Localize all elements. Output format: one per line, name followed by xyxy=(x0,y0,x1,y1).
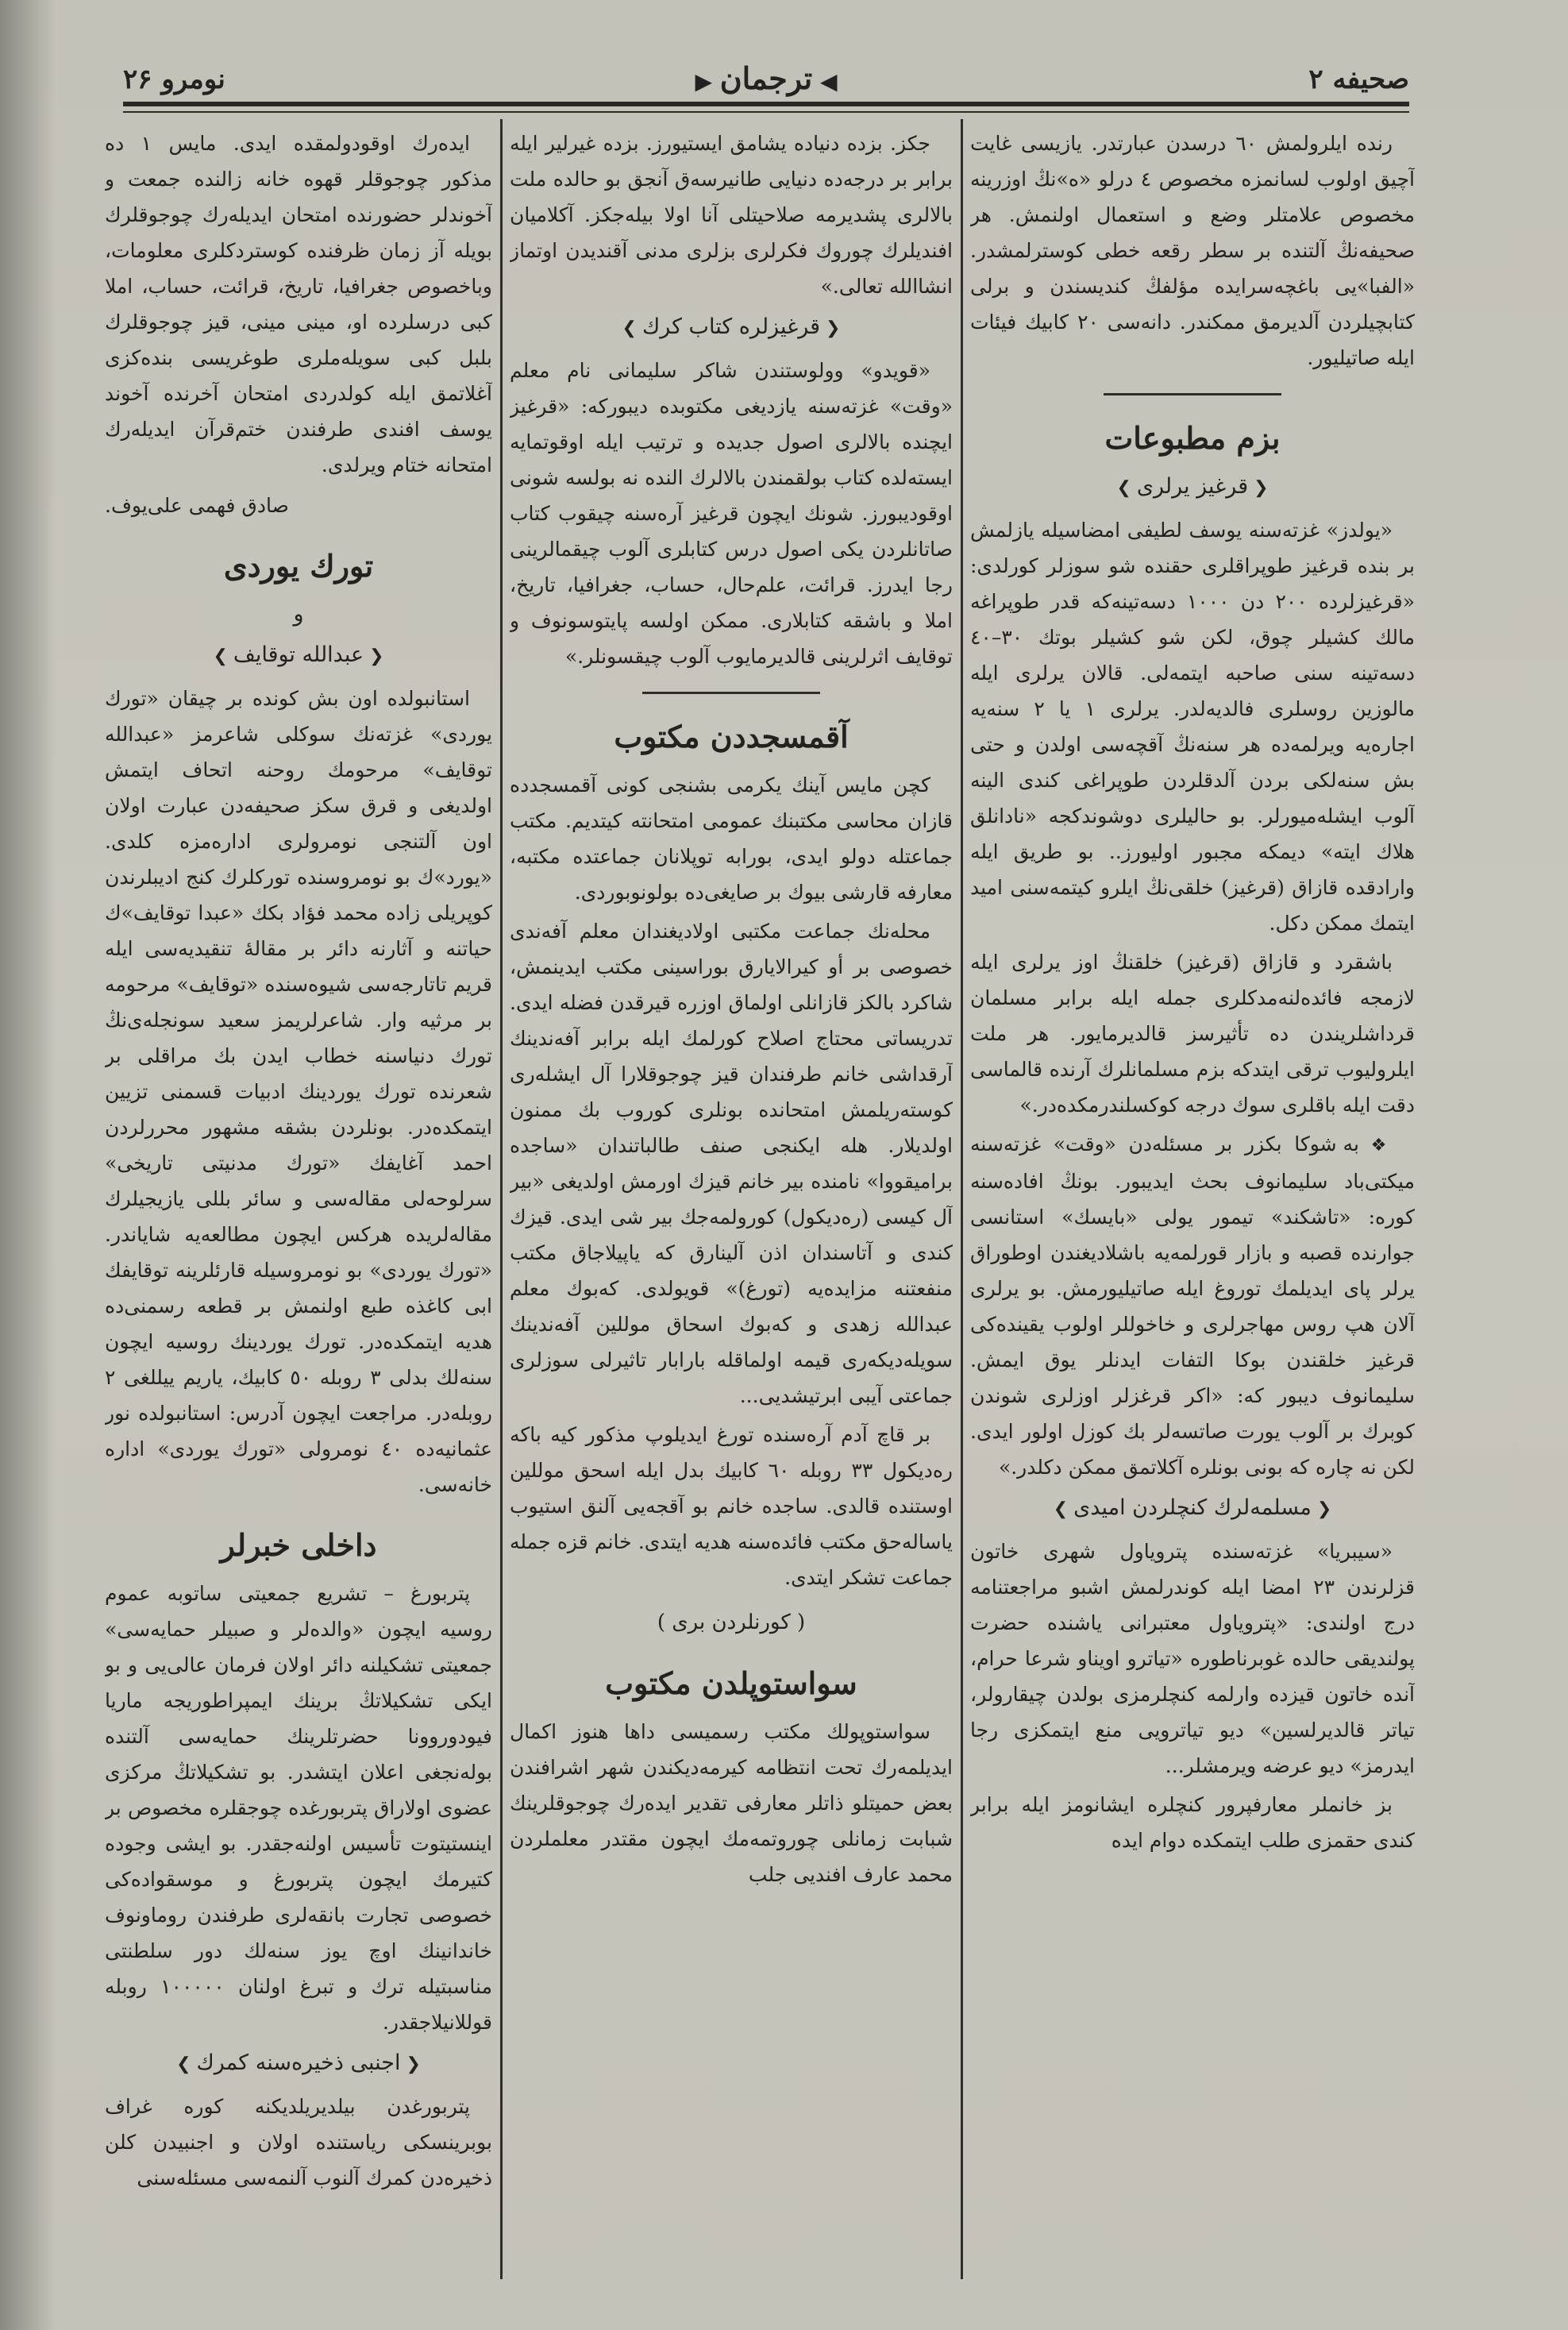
article-subheading: ❮ قرغیزلره کتاب کرك ❯ xyxy=(510,309,953,346)
section-separator xyxy=(1104,393,1281,395)
article-paragraph: ❖ به شوکا بکزر بر مسئله‌دن «وقت» غزته‌سنه میکتی‌باد سلیمانوف بحث ایدیبور. بونڭ افاده‌سنه کوره: «تاشکند» تیمور یولی «بایسك» استانسی جوارنده قصبه و بازار قورلمه‌یه باشلاد‌یغندن اوطوراق یرلر پای ایدیلمك توروغ ایله صاتیلیورمش. بو یرلری آلان هپ روس مهاجرلری و خاخوللر اولوب یقینده‌کی قرغیز خلقندن بوکا التفات ایدنلر یوق ایمش. سلیمانوف دیبور که: «اکر قرغزلر اوزلری شوندن کوبرك بر آلوب یورت صاتسه‌لر بك کوزل اولور ایدی. لکن نه چاره که بونی بونلره آکلاتمق ممکن دکلدر.» xyxy=(970,1126,1415,1485)
article-paragraph: باشقرد و قازاق (قرغیز) خلقنڭ اوز یرلری ایله لازمجه فائده‌لنه‌مدکلری جمله ایله برابر مسلمان قرداشلریندن ده تأثیرسز قالدیرمایور. هر ملت ایلرولیوب ترقی ایتدکه بزم مسلمانلرك آرنده قالماسی دقت ایله باقلری سوك درجه کوکسلندرمکده‌در.» xyxy=(970,951,1415,1117)
article-paragraph: پتربورغ – تشریع جمعیتی ساتوبه عموم روسیه ایچون «والدەلر و صبیلر حمایه‌سی» جمعیتی تشکیلنه دائر اولان فرمان عالی‌یی و بو ایکی تشکیلاتڭ برینك ایمپراطوریجه ماریا فیودوروونا حضرتلرینك حمایه‌سی آلتنده بولەنجغی اعلان ایتشدر. بو تشکیلاتڭ مرکزی عضوی اولاراق پتربورغده چوجقلره مخصوص بر اینستیتوت تأسیس اولنه‌جقدر. بو ایشی وجوده کتیرمك ایچون پتربورغ و موسقوادەکی خصوصی تجارت بانقەلری طرفندن روماونوف خاندانینك اوچ یوز سنه‌لك دور سلطنتی مناسبتیله ترك و تبرغ اولنان ۱۰۰۰۰۰ روبله قوللانیلاجقدر. xyxy=(105,1582,492,2034)
article-signature: ( کورنلردن بری ) xyxy=(657,1611,806,1634)
paper-title: ◀ ترجمان ▶ xyxy=(695,60,837,96)
article-subheading: ❮ عبدالله توقایف ❯ xyxy=(105,637,492,674)
header-rule xyxy=(123,102,1409,106)
article-paragraph: ایده‌رك اوقودولمقده ایدی. مایس ۱ ده مذکور چوجوقلر قهوه خانه زالنده جمعت و آخوندلر حضورنده امتحان ایدیلەرك چوجوقلرك بویله آز زمان ظرفنده کوستردکلری معلومات، وباخصوص جغرافیا، تاریخ، قرائت، حساب، املا کبی درسلرده او، مینی مینی، قیز چوجوقلرك بلبل کبی سویلەملری طوغریسی بنده‌کزی آغلاتمق ایله کولدردی امتحان آخرنده آخوند یوسف افندی طرفندن ختم‌قرآن ایدیلەرك امتحانه ختام ویرلدی. xyxy=(105,132,492,476)
column-divider-left xyxy=(500,119,503,2279)
article-subheading: ❮ اجنبی ذخیرەسنه کمرك ❯ xyxy=(105,2045,492,2082)
page-label: صحیفه ۲ xyxy=(1308,64,1409,95)
article-heading: سواستوپلدن مکتوب xyxy=(605,1665,857,1701)
section-separator xyxy=(642,692,819,694)
section-heading: بزم مطبوعات xyxy=(1104,420,1281,456)
article-paragraph: محله‌نك جماعت مکتبی اولادیغندان معلم آفه‌ندی خصوصی بر أو کیرالایارق بوراسینی مکتب ایدینمش، شاکرد بالکز قازانلی اولماق اوزره قیرقدن فضله ایدی. تدریساتی محتاج اصلاح کورلمك ایله برابر آفه‌ندینك آرقداشی خانم طرفندان قیز چوجوقلارا آل ایشله‌ری کوسته‌ریلمش امتحانده بونلری کوروب بك ممنون اولدیلار. هله ایکنجی صنف طالباتندان «ساجده برامیقووا» نامنده بیر خانم قیزك اورمش اولدیغی «بیر آل کیسی (رەدیکول) کورولمه‌جك بیر شی ایدی. قیزك کندی و آتاسندان اذن آلینارق که یاپیلاجاق مکتب منفعتنه مزایده‌یه (تورغ)» قویولدی. که‌بوك معلم عبدالله زهدی و که‌بوك اسحاق موللین آفه‌ندینك سویله‌دیکه‌ری قیمه اولماقله بارابار تاثیرلی سوزلری جماعتی آیبی ابرتیشدیی... xyxy=(510,920,953,1407)
article-paragraph: استانبولده اون بش کونده بر چیقان «تورك یوردی» غزته‌نك سوکلی شاعرمز «عبدالله توقایف» مرحومك روحنه اتحاف ایتمش اولدیغی و قرق سکز صحیفه‌دن عبارت اولان اون آلتنجی نومرولری ادارەمزه کلدی. «یورد»ك بو نومروسنده تورکلرك کنج ادیبلرندن کوپریلی زاده محمد فؤاد بکك «عبدا توقایف»ك حیاتنه و آثارنه دائر بر مقالۀ تنقیدیه‌سی ایله قریم تاتارجەسی شیوەسنده «توقایف» مرحومه بر مرثیه وار. شاعرلریمز سعید سونجلەی‌نڭ تورك دنیاسنه خطاب ایدن بك مراقلی بر شعرنده تورك یوردینك ادبیات قسمنی تزیین ایتمکده‌در. بونلردن بشقه مشهور محررلردن احمد آغایفك «تورك مدنیتی تاریخی» سرلوحەلی مقالەسی و سائر بللی یازیجیلرك مقالەلریده هرکس ایچون مطالعه‌یه شایاندر. «تورك یوردی» بو نومروسیله قارئلرینه توقایفك ابی کاغذه طبع اولنمش بر قطعه رسمنی‌ده هدیه ایتمکده‌در. تورك یوردینك روسیه ایچون سنه‌لك بدلی ۳ روبله ٥٠ کابیك، یاریم ییللغی ۲ روبلەدر. مراجعت ایچون آدرس: استانبولده نور عثمانیەده ٤٠ نومرولی «تورك یوردی» اداره خانەسی. xyxy=(105,687,492,1496)
article-paragraph: سواستوپولك مکتب رسمیسی داها هنوز اکمال ایدیلمه‌رك تحت انتظامه کیرمه‌دیکندن شهر اشرافندن بعض حمیتلو ذاتلر معارفی تقدیر ایدەرك چوجوقلرینك شبابت زمانلی چوروتمه‌مك ایچون مقتدر معلملردن محمد عارف افندیی جلب xyxy=(510,1720,953,1886)
title-conjunction: و xyxy=(293,602,304,627)
article-paragraph: بر قاچ آدم آرەسنده تورغ ایدیلوپ مذکور کیه باکه رەدیکول ۳۳ روبله ٦٠ کابیك بدل ایله اسحق موللین اوستنده قالدی. ساجده خانم بو آقجه‌یی آلنق استیوب یاساله‌حق مکتب فائده‌سنه هدیه ایتدی. خانم قزه جمله جماعت تشکر ایتدی. xyxy=(510,1423,953,1589)
article-paragraph: جکز. بزده دنیاده یشامق ایستیورز. بزده غیرلیر ایله برابر بر درجه‌ده دنیایی طانیرسه‌ق آنجق بو حالده ملت بالالری پشدیرمه صلاحیتلی آنا اولا بیله‌جکز. آکلامیان افندیلرك چوروك فکرلری بزلری مدنی آقندیدن اوتماز انشاالله تعالی.» xyxy=(510,132,953,298)
issue-number: نومرو ۲۶ xyxy=(123,64,225,95)
article-heading: آقمسجددن مکتوب xyxy=(614,719,849,754)
column-left xyxy=(105,125,492,2301)
section-heading: داخلی خبرلر xyxy=(220,1527,377,1563)
column-middle xyxy=(510,125,953,2301)
article-subheading: ❮ قرغیز یرلری ❯ xyxy=(970,469,1415,506)
article-paragraph: رنده ایلرولمش ٦٠ درسدن عبارتدر. یازیسی غایت آچیق اولوب لسانمزه مخصوص ٤ درلو «ه»نڭ اوزرینه مخصوص علامتلر وضع و استعمال اولنمش. هر صحیفه‌نڭ آلتنده بر سطر رقعه خطی کوسترلمشدر. «الفبا»یی باغچه‌سرایده مؤلفڭ کندیسندن و برلی کتابچیلردن آلدیرمق ممکندر. دانه‌سی ۲۰ کابیك فیئات ایله صاتیلیور. xyxy=(970,132,1415,369)
column-right xyxy=(970,125,1415,2301)
header-rule-thin xyxy=(123,111,1409,113)
article-paragraph: کچن مایس آینك یکرمی بشنجی کونی آقمسجدده قازان محاسی مکتبنك عمومی امتحانته کیتدیم. مکتب جماعتله دولو ایدی، بورابه توپلانان جماعتده مکتبه، معارفه قارشی بیوك بر صایغی‌ده بولونوبوردی. xyxy=(510,773,953,904)
scan-edge-shadow xyxy=(0,0,56,2330)
article-paragraph: «سیبریا» غزته‌سنده پترویاول شهری خاتون قزلرندن ۲۳ امضا ایله کوندرلمش اشبو مراجعتنامه درج اولندی: «پترویاول معتبرانی یاشنده حضرت پولندیقی حالده غوبرناطوره «تیاترو اوینا‌و شرعا حرام، آنده خاتون قیزده وارلمه کنچلرمزی بولدن چیقارولر، تیاتر قالدیرلسین» دیو تیاترویی منع ایتمکزی رجا ایدرمز» دیو عرضه ویرمشلر... xyxy=(970,1540,1415,1777)
article-heading: تورك یوردی xyxy=(223,548,374,584)
column-divider-right xyxy=(961,119,963,2279)
article-signature: صادق فهمی علی‌یوف. xyxy=(105,494,289,517)
article-subheading: ❮ مسلمه‌لرك کنچلردن امیدی ❯ xyxy=(970,1490,1415,1527)
article-paragraph: بز خانملر معارفپرور کنچلره ایشانومز ایله برابر کندی حقمزی طلب ایتمکده دوام ایده xyxy=(970,1793,1415,1852)
article-paragraph: پتربورغدن بیلدیریلدیکنه کوره غراف بوبرینسکی ریاستنده اولان و اجنبیدن کلن ذخیرەدن کمرك آلنوب آلنمەسی مسئلەسنی xyxy=(105,2095,492,2189)
article-paragraph: «یولدز» غزته‌سنه یوسف لطیفی امضاسیله یازلمش بر بنده قرغیز طوپراقلری حقنده شو سوزلر کورلدی: «قرغیزلرده ۲۰۰ دن ۱۰۰۰ دسه‌تینه‌که قدر طوپراغه مالك کشیلر چوق، لکن شو کشیلر بوتك ۳۰–٤٠ دسه‌تینه سنی صاحبه ایتمه‌لی. قالان یرلری ایله مالوزین روسلری فالدیه‌لدر. یرلری ۱ یا ۲ سنه‌یه اجاره‌یه ویرلمه‌ده هر سنه‌نڭ آقچه‌سی اولدن و حتی بش سنه‌لکی بردن آلدقلردن طوپراغی کندی الینه آلوب ایشله‌میورلر. بو حالیلری دوشوندکجه «نادانلق هلاك ایته» دیمکه مجبور اولیورز.. بو طریق ایله واراد‌قده قازاق (قرغیز) خلقی‌نڭ ایلرو کیتمه‌سنی امید ایتمك ممکن دکل. xyxy=(970,519,1415,935)
article-paragraph: «قویدو» وولوستندن شاکر سلیمانی نام معلم «وقت» غزته‌سنه یازدیغی مکتوبده دیبورکه: «قرغیز ایچنده بالالری اصول جدیده و ترتیب ایله اوقوتمایه ایسته‌لده کتاب بولقمندن بالالرك الندە نه بولسه شونی اوقودیبورز. شونك ایچون قرغیز آرەسنه چیقوب کتاب صاتانلردن یکی اصول درس کتابلری آلوب چیقمالرینی رجا ایدرز. قرائت، علم‌حال، حساب، جغرافیا، تاریخ، املا و باشقه کتابلاری. ممکن اولسه پایتوسونوف و توقایف اثرلرینی قالدیرمایوب آلوب چیقسونلر.» xyxy=(510,359,953,668)
